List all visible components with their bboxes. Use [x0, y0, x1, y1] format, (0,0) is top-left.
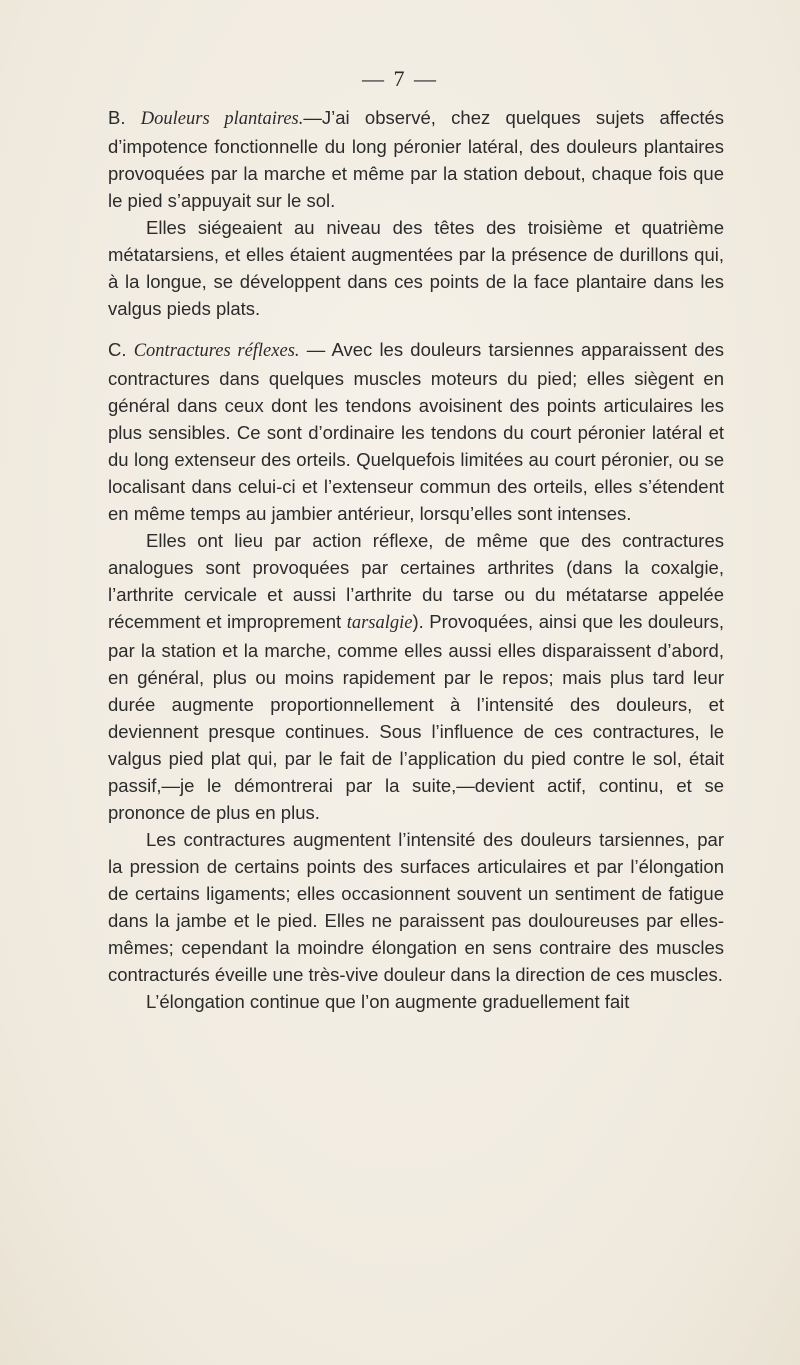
section-c-paragraph-3: Les contractures augmentent l’intensité des douleurs tarsiennes, par la pression de certains points des surfaces articulaires et par l’élongation de certains ligaments; elles occasionnent souvent un sentiment de fatigue dans la jambe et le pied. Elles ne paraissent pas douloureuses par elles-mêmes; cependant la moindre élongation en sens contraire des muscles contracturés éveille une très-vive douleur dans la direction de ces muscles.	[108, 829, 724, 985]
page-number: — 7 —	[362, 66, 438, 91]
section-b-paragraph	[108, 104, 724, 214]
section-c-label: C.	[108, 339, 127, 360]
section-b-text: —J’ai observé, chez quelques sujets affectés d’impotence fonctionnelle du long péronier latéral, des douleurs plantaires provoquées par la marche et même par la station debout, chaque fois que le pied s’appuyait sur le sol.	[108, 107, 724, 211]
section-c-heading: Contractures réflexes.	[133, 341, 300, 361]
section-c-para2-end: ). Provoquées, ainsi que les douleurs, par la station et la marche, comme elles aussi elles disparaissent d’abord, en général, plus ou moins rapidement par le repos; mais plus tard leur durée augmente proportionnellement à l’intensité des douleurs, et deviennent presque continues. Sous l’influence de ces contractures, le valgus pied plat qui, par le fait de l’application du pied contre le sol, était passif,—je le démontrerai par la suite,—devient actif, continu, et se prononce de plus en plus.	[108, 611, 724, 823]
section-c-paragraph-4: L’élongation continue que l’on augmente graduellement fait	[146, 991, 630, 1012]
section-b-label: B.	[108, 107, 126, 128]
section-c-text: — Avec les douleurs tarsiennes apparaissent des contractures dans quelques muscles moteurs du pied; elles siègent en général dans ceux dont les tendons avoisinent des points articulaires les plus sensibles. Ce sont d’ordinaire les tendons du court péronier latéral et du long extenseur des orteils. Quelquefois limitées au court péronier, ou se localisant dans celui-ci et l’extenseur commun des orteils, elles s’étendent en même temps au jambier antérieur, lorsqu’elles sont intenses.	[108, 339, 725, 524]
body-text	[108, 104, 724, 1015]
section-b-paragraph-2: Elles siégeaient au niveau des têtes des troisième et quatrième métatarsiens, et elles étaient augmentées par la présence de durillons qui, à la longue, se développent dans ces points de la face plantaire dans les valgus pieds plats.	[108, 217, 724, 319]
section-b-heading: Douleurs plantaires.	[140, 109, 304, 129]
section-c-paragraph	[108, 336, 724, 527]
section-c-para2-italic-term: tarsalgie	[346, 613, 413, 633]
section-c-para2-start: Elles ont lieu par action réflexe, de même que des contractures analogues sont provoquées par certaines arthrites (dans la coxalgie, l’arthrite cervicale et aussi l’arthrite du tarse ou du métatarse appelée récemment et improprement	[108, 530, 724, 632]
section-c-paragraph-2	[108, 527, 724, 826]
